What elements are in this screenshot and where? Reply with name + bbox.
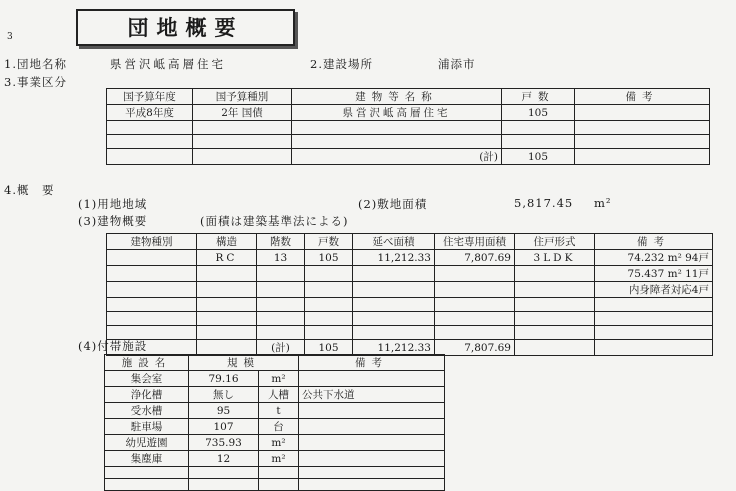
empty-cell [575,121,710,135]
facilities-label: (4)付帯施設 [78,339,148,353]
facility-size: 無し [189,387,259,403]
header-building-type: 建物種別 [107,234,197,250]
empty-cell [257,326,305,340]
empty-cell [575,135,710,149]
empty-cell [515,282,595,298]
total-label: (計) [292,149,502,165]
empty-cell [305,282,353,298]
item2-label: 2.建設場所 [310,57,373,71]
empty-cell [107,312,197,326]
empty-cell [257,282,305,298]
empty-cell [305,312,353,326]
facility-name: 受水槽 [105,403,189,419]
facility-size: 107 [189,419,259,435]
cell-unit-type: 3LDK [515,250,595,266]
estate-name: 県営沢岻高層住宅 [110,57,226,71]
facility-note: 公共下水道 [299,387,445,403]
empty-cell [193,149,292,165]
building-table [106,233,713,356]
cell-building-name: 県営沢岻高層住宅 [292,105,502,121]
header-floors: 階数 [257,234,305,250]
empty-cell [353,326,435,340]
empty-cell [353,298,435,312]
facility-note [299,403,445,419]
empty-cell [435,326,515,340]
empty-cell [197,282,257,298]
total-label: (計) [257,340,305,356]
cell-remark-1: 74.232 m² 94戸 [595,250,713,266]
empty-cell [299,467,445,479]
empty-cell [257,312,305,326]
empty-cell [107,135,193,149]
empty-cell [257,266,305,282]
empty-cell [515,326,595,340]
facility-size: 79.16 [189,371,259,387]
page-title: 団地概要 [76,9,295,46]
cell-budget-year: 平成8年度 [107,105,193,121]
empty-cell [595,298,713,312]
empty-cell [292,121,502,135]
empty-cell [197,312,257,326]
empty-cell [435,266,515,282]
empty-cell [595,326,713,340]
empty-cell [105,479,189,491]
empty-cell [193,121,292,135]
total-residential-area: 7,807.69 [435,340,515,356]
cell-remark-3: 内身障者対応4戸 [595,282,713,298]
empty-cell [259,467,299,479]
empty-cell [515,340,595,356]
facility-name: 集塵庫 [105,451,189,467]
cell-units: 105 [305,250,353,266]
cell-floors: 13 [257,250,305,266]
header-facility-name: 施設名 [105,355,189,371]
cell-structure: RC [197,250,257,266]
header-facility-size: 規模 [189,355,299,371]
cell-units: 105 [502,105,575,121]
empty-cell [292,135,502,149]
facility-size: 735.93 [189,435,259,451]
facility-note [299,371,445,387]
facility-size: 12 [189,451,259,467]
zoning-label: (1)用地地域 [78,197,148,211]
empty-cell [595,312,713,326]
header-unit-type: 住戸形式 [515,234,595,250]
header-remarks: 備考 [595,234,713,250]
header-floor-area: 延べ面積 [353,234,435,250]
empty-cell [189,479,259,491]
empty-cell [575,149,710,165]
header-units: 戸数 [502,89,575,105]
facility-unit: t [259,403,299,419]
empty-cell [435,282,515,298]
empty-cell [189,467,259,479]
empty-cell [105,467,189,479]
business-table [106,88,710,165]
item4-label: 4.概 要 [4,183,55,197]
header-building-name: 建物等名称 [292,89,502,105]
page-mark: 3 [7,32,13,42]
empty-cell [107,121,193,135]
empty-cell [502,135,575,149]
cell-remarks [575,105,710,121]
facility-name: 幼児遊園 [105,435,189,451]
cell-budget-type: 2年 国債 [193,105,292,121]
empty-cell [305,266,353,282]
item1-label: 1.団地名称 [4,57,67,71]
cell-floor-area: 11,212.33 [353,250,435,266]
header-remarks: 備考 [575,89,710,105]
construction-site: 浦添市 [438,57,476,71]
empty-cell [107,250,197,266]
facility-unit: m² [259,451,299,467]
empty-cell [197,266,257,282]
header-units: 戸数 [305,234,353,250]
empty-cell [502,121,575,135]
site-area-label: (2)敷地面積 [358,197,428,211]
empty-cell [435,298,515,312]
building-summary-label: (3)建物概要 [78,214,148,228]
empty-cell [197,298,257,312]
cell-remark-2: 75.437 m² 11戸 [595,266,713,282]
empty-cell [107,266,197,282]
empty-cell [435,312,515,326]
empty-cell [305,298,353,312]
empty-cell [197,326,257,340]
facility-size: 95 [189,403,259,419]
empty-cell [259,479,299,491]
facility-note [299,451,445,467]
header-budget-type: 国予算種別 [193,89,292,105]
empty-cell [515,312,595,326]
total-units: 105 [502,149,575,165]
empty-cell [299,479,445,491]
empty-cell [305,326,353,340]
site-area-unit: m² [594,196,612,210]
site-area-value: 5,817.45 [514,196,574,210]
header-facility-note: 備考 [299,355,445,371]
empty-cell [515,266,595,282]
facility-note [299,419,445,435]
facility-unit: 台 [259,419,299,435]
empty-cell [353,266,435,282]
empty-cell [515,298,595,312]
facility-table [104,354,445,491]
facility-unit: m² [259,435,299,451]
facility-name: 集会室 [105,371,189,387]
total-floor-area: 11,212.33 [353,340,435,356]
empty-cell [595,340,713,356]
header-budget-year: 国予算年度 [107,89,193,105]
building-summary-note: (面積は建築基準法による) [200,214,349,228]
facility-name: 駐車場 [105,419,189,435]
cell-residential-area: 7,807.69 [435,250,515,266]
empty-cell [107,298,197,312]
header-structure: 構造 [197,234,257,250]
empty-cell [257,298,305,312]
facility-unit: m² [259,371,299,387]
empty-cell [193,135,292,149]
item3-label: 3.事業区分 [4,75,67,89]
empty-cell [353,312,435,326]
empty-cell [107,282,197,298]
empty-cell [107,149,193,165]
header-residential-area: 住宅専用面積 [435,234,515,250]
facility-name: 浄化槽 [105,387,189,403]
facility-unit: 人槽 [259,387,299,403]
facility-note [299,435,445,451]
empty-cell [353,282,435,298]
total-units: 105 [305,340,353,356]
